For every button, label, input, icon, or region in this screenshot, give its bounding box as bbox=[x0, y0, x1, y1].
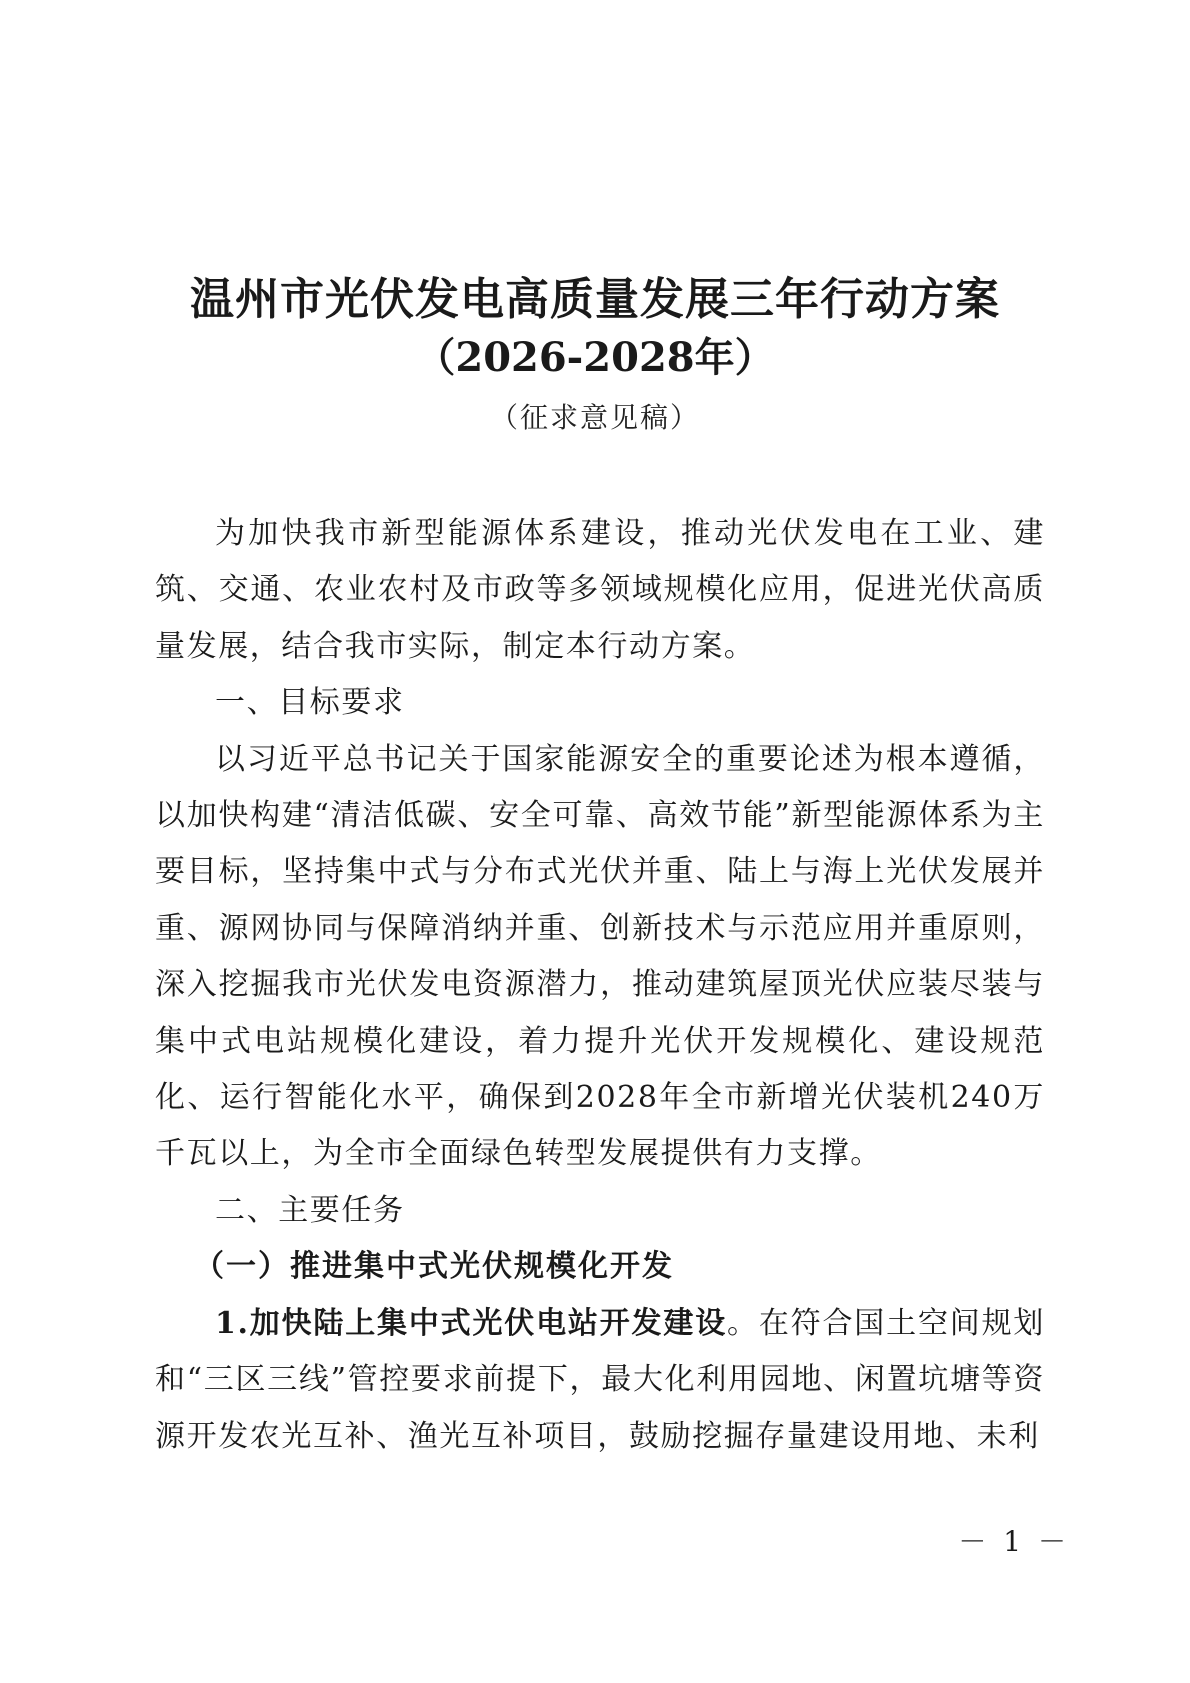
section-heading-goals: 一、目标要求 bbox=[215, 685, 405, 721]
subsection-heading-centralized-pv: （一）推进集中式光伏规模化开发 bbox=[194, 1249, 674, 1285]
document-title: 温州市光伏发电高质量发展三年行动方案 bbox=[190, 274, 1000, 325]
item-paragraph bbox=[155, 1296, 1045, 1465]
page-number: － 1 － bbox=[958, 1525, 1070, 1558]
goals-paragraph: 以习近平总书记关于国家能源安全的重要论述为根本遵循，以加快构建“清洁低碳、安全可靠、高效节能”新型能源体系为主要目标，坚持集中式与分布式光伏并重、陆上与海上光伏发展并重、源网协同与保障消纳并重、创新技术与示范应用并重原则，深入挖掘我市光伏发电资源潜力，推动建筑屋顶光伏应装尽装与集中式电站规模化建设，着力提升光伏开发规模化、建设规范化、运行智能化水平，确保到2028年全市新增光伏装机240万千瓦以上，为全市全面绿色转型发展提供有力支撑。 bbox=[155, 741, 1045, 1172]
section-heading-tasks: 二、主要任务 bbox=[215, 1192, 405, 1228]
document-body bbox=[155, 506, 1045, 1465]
item-lead: 1.加快陆上集中式光伏电站开发建设 bbox=[215, 1305, 728, 1341]
intro-paragraph: 为加快我市新型能源体系建设，推动光伏发电在工业、建筑、交通、农业农村及市政等多领域规模化应用，促进光伏高质量发展，结合我市实际，制定本行动方案。 bbox=[155, 516, 1045, 664]
document-years: （2026-2028年） bbox=[415, 334, 775, 381]
draft-note: （征求意见稿） bbox=[489, 401, 700, 434]
item-body: 。在符合国土空间规划和“三区三线”管控要求前提下，最大化利用园地、闲置坑塘等资源开发农光互补、渔光互补项目，鼓励挖掘存量建设用地、未利 bbox=[155, 1305, 1045, 1454]
